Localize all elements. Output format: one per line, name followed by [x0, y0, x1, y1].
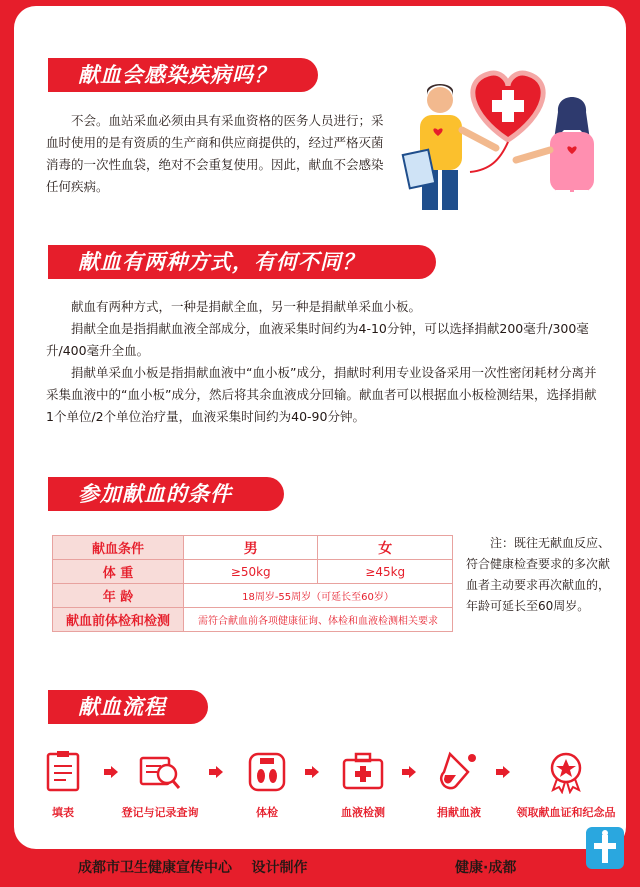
form-icon: [40, 748, 86, 794]
search-record-icon: [137, 748, 183, 794]
footer-brand: 健康·成都: [455, 860, 517, 876]
section-title-conditions: 参加献血的条件: [48, 477, 284, 511]
conditions-table: [52, 535, 453, 632]
age-note: 注：既往无献血反应、符合健康检查要求的多次献血者主动要求再次献血的，年龄可延长至60周岁。: [466, 536, 611, 613]
medical-kit-icon: [340, 748, 386, 794]
heart-cross-icon: [473, 73, 543, 140]
step-label: 登记与记录查询: [121, 806, 199, 819]
step-label: 领取献血证和纪念品: [516, 806, 616, 819]
process-step: [512, 748, 620, 820]
process-step: [18, 748, 108, 820]
process-step: [222, 748, 312, 820]
step-label: 填表: [52, 806, 74, 819]
section-body-methods: 献血有两种方式，一种是捐献全血，另一种是捐献单采血小板。 捐献全血是指捐献血液全部成分，血液采集时间约为4-10分钟，可以选择捐献200毫升/300毫升/400毫升全血。 捐献单采血小板是指捐献血液中“血小板”成分，捐献时利用专业设备采用一次性密闭耗材分离并采集血液中的“血小板”成分，然后将其余血液成分回输。献血者可以根据血小板检测结果，选择捐献1个单位/2个单位治疗量，血液采集时间约为40-90分钟。: [46, 299, 597, 424]
section-title-infection: 献血会感染疾病吗？: [48, 58, 318, 92]
test-tube-icon: [436, 748, 482, 794]
row-label-age: 年 龄: [53, 584, 184, 608]
cell-weight-male: ≥50kg: [184, 560, 318, 584]
process-step: [318, 748, 408, 820]
process-step: [115, 748, 205, 820]
section-title-methods: 献血有两种方式，有何不同？: [48, 245, 436, 279]
step-label: 血液检测: [341, 806, 385, 819]
table-header-male: 男: [184, 536, 318, 560]
table-row: [53, 536, 453, 560]
footer-credit: 成都市卫生健康宣传中心 设计制作: [78, 860, 308, 876]
table-row: [53, 560, 453, 584]
arrow-right-icon: [496, 766, 510, 778]
section-body-infection: 不会。血站采血必须由具有采血资格的医务人员进行；采血时使用的是有资质的生产商和供应商提供的，经过严格灭菌消毒的一次性血袋，绝对不会重复使用。因此，献血不会感染任何疾病。: [46, 113, 384, 194]
table-header-female: 女: [318, 536, 453, 560]
cell-weight-female: ≥45kg: [318, 560, 453, 584]
table-row: [53, 608, 453, 632]
arrow-right-icon: [305, 766, 319, 778]
health-logo-icon: [586, 827, 624, 869]
step-label: 捐献血液: [437, 806, 481, 819]
section-title-process: 献血流程: [48, 690, 208, 724]
scale-icon: [244, 748, 290, 794]
arrow-right-icon: [209, 766, 223, 778]
row-label-weight: 体 重: [53, 560, 184, 584]
table-header-cell: 献血条件: [53, 536, 184, 560]
donor-illustration: [400, 60, 622, 210]
award-icon: [543, 748, 589, 794]
process-step: [414, 748, 504, 820]
cell-exam: 需符合献血前各项健康征询、体检和血液检测相关要求: [184, 608, 453, 632]
row-label-exam: 献血前体检和检测: [53, 608, 184, 632]
cell-age: 18周岁-55周岁（可延长至60岁）: [184, 584, 453, 608]
step-label: 体检: [256, 806, 278, 819]
table-row: [53, 584, 453, 608]
